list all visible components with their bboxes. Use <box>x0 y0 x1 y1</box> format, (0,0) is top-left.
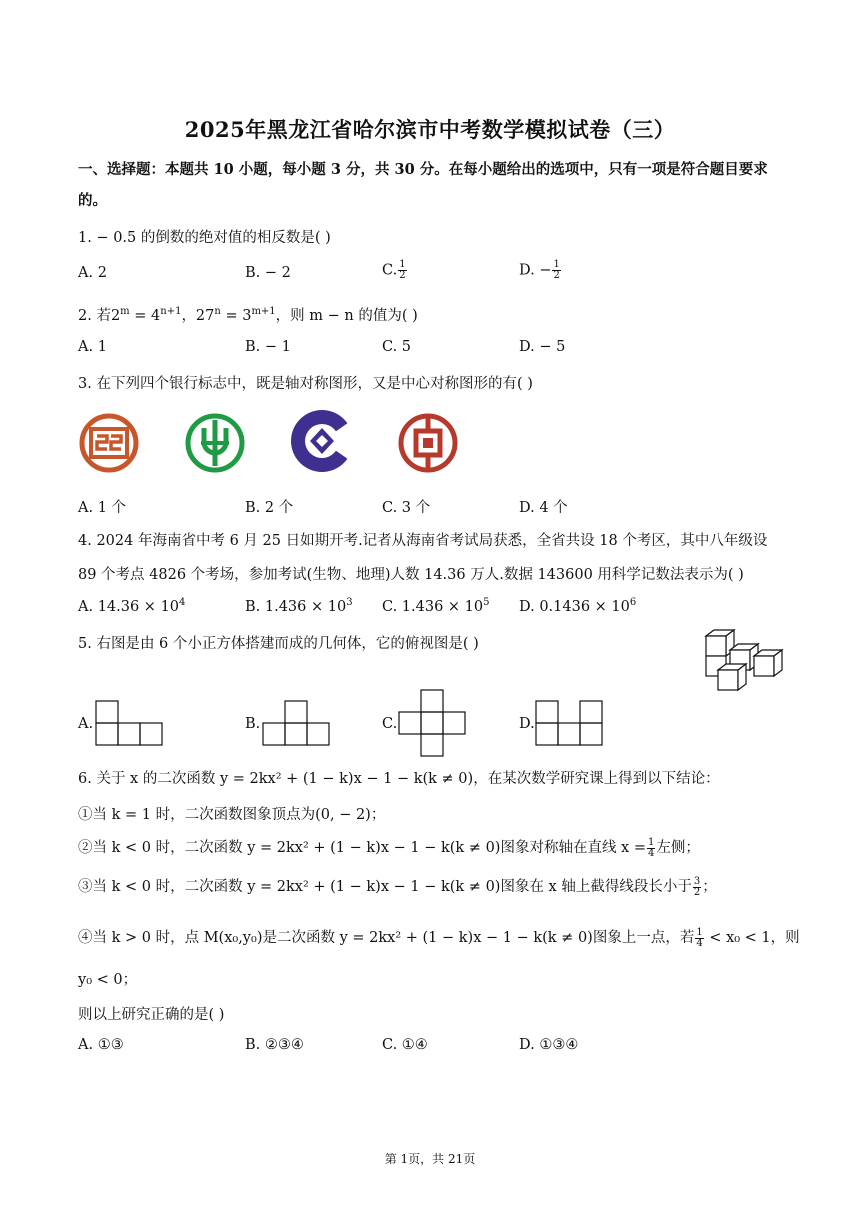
q4-option-a: A. $14.36 \times 10^4$ <box>78 597 186 615</box>
icbc-logo <box>397 412 459 474</box>
q6-option-d: D. ①③④ <box>519 1037 579 1053</box>
q4-option-b: B. $1.436 \times 10^3$ <box>245 597 353 615</box>
q4-stem-line2: 89 个考点 4826 个考场，参加考试(生物、地理)人数 14.36 万人.数据 143600 用科学记数法表示为( ) <box>78 567 744 583</box>
q6-option-b: B. ②③④ <box>245 1037 304 1053</box>
q5-option-a-label: A. <box>78 716 94 732</box>
page-title: 2025年黑龙江省哈尔滨市中考数学模拟试卷（三） <box>184 117 676 142</box>
q6-conclusion-1: ①当 k = 1 时，二次函数图象顶点为(0, − 2)； <box>78 807 386 823</box>
q3-option-b: B. 2 个 <box>245 500 294 516</box>
q5-option-b-label: B. <box>245 716 261 732</box>
q6-ask: 则以上研究正确的是( ) <box>78 1007 225 1023</box>
agricultural-bank-logo <box>184 412 246 474</box>
q1-stem: 1. − 0.5 的倒数的绝对值的相反数是( ) <box>78 230 331 246</box>
q5-stem: 5. 右图是由 6 个小正方体搭建而成的几何体，它的俯视图是( ) <box>78 636 479 652</box>
q3-option-a: A. 1 个 <box>78 500 127 516</box>
q6-option-a: A. ①③ <box>78 1037 124 1053</box>
q2-option-d: D. − 5 <box>519 339 566 355</box>
q4-option-d: D. $0.1436 \times 10^6$ <box>519 597 637 615</box>
q5-option-c-label: C. <box>382 716 398 732</box>
q2-option-c: C. 5 <box>382 339 412 355</box>
q1-option-b: B. − 2 <box>245 265 291 281</box>
q2-option-a: A. 1 <box>78 339 107 355</box>
q4-option-c: C. $1.436 \times 10^5$ <box>382 597 490 615</box>
section-heading-cont: 的。 <box>78 192 107 209</box>
q1-option-c: C. $\frac{1}{2}$ <box>382 259 406 281</box>
construction-bank-logo <box>289 406 355 476</box>
q6-option-c: C. ①④ <box>382 1037 428 1053</box>
q6-conclusion-4-cont: y₀ < 0； <box>78 972 138 988</box>
q3-option-c: C. 3 个 <box>382 500 431 516</box>
q3-option-d: D. 4 个 <box>519 500 568 516</box>
q5-option-c-grid <box>398 689 468 759</box>
q5-option-d-label: D. <box>519 716 535 732</box>
q1-option-a: A. 2 <box>78 265 107 281</box>
q6-conclusion-2: ②当 k < 0 时，二次函数 y = 2kx² + (1 − k)x − 1 − k(k ≠ 0)图象对称轴在直线 x = $\frac{1}{4}$ 左侧； <box>78 836 700 859</box>
section-heading: 一、选择题：本题共 10 小题，每小题 3 分，共 30 分。在每小题给出的选项中，只有一项是符合题目要求 <box>78 161 768 178</box>
page-footer: 第 1页，共 21页 <box>384 1152 476 1166</box>
q6-conclusion-4: ④当 k > 0 时，点 M(x₀,y₀)是二次函数 y = 2kx² + (1 − k)x − 1 − k(k ≠ 0)图象上一点，若 $\frac{1}{4}$ < x₀ < 1，则 <box>78 926 800 949</box>
q5-option-a-grid <box>95 700 165 748</box>
q2-stem: 2. 若$2^m = 4^{n+1}$，$27^n = 3^{m+1}$，则 m − n 的值为( ) <box>78 306 418 324</box>
q1-option-d: D. − $\frac{1}{2}$ <box>519 259 560 281</box>
q4-stem-line1: 4. 2024 年海南省中考 6 月 25 日如期开考.记者从海南省考试局获悉，全省共设 18 个考区，其中八年级设 <box>78 533 768 549</box>
q3-stem: 3. 在下列四个银行标志中，既是轴对称图形，又是中心对称图形的有( ) <box>78 376 533 392</box>
q6-conclusion-3: ③当 k < 0 时，二次函数 y = 2kx² + (1 − k)x − 1 − k(k ≠ 0)图象在 x 轴上截得线段长小于 $\frac{3}{2}$ ； <box>78 875 717 898</box>
q2-option-b: B. − 1 <box>245 339 291 355</box>
q6-stem: 6. 关于 x 的二次函数 y = 2kx² + (1 − k)x − 1 − k(k ≠ 0)，在某次数学研究课上得到以下结论： <box>78 771 720 787</box>
q5-option-d-grid <box>535 700 605 748</box>
cube-stack-figure <box>700 626 786 694</box>
q5-option-b-grid <box>262 700 332 748</box>
bank-of-china-style-logo-a <box>78 412 140 474</box>
